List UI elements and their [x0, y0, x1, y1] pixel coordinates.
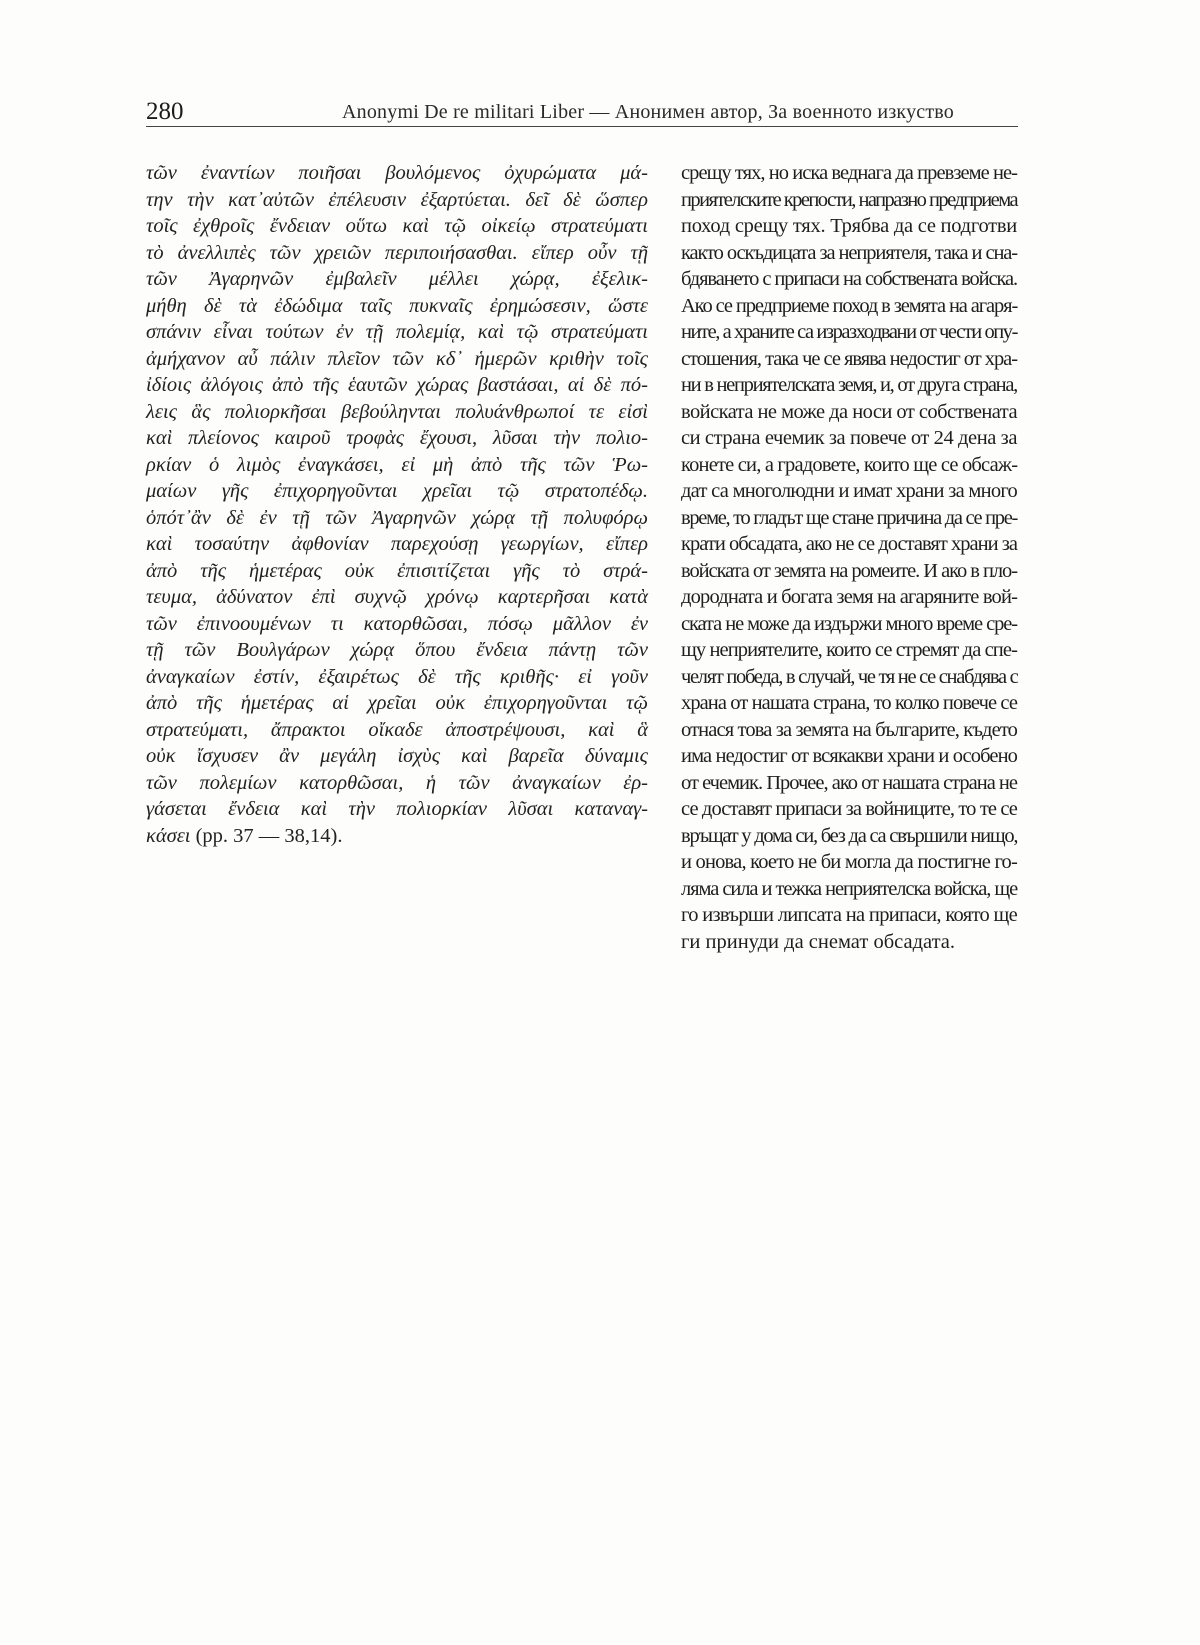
- running-head: Anonymi De re militari Liber — Анонимен автор, За военното изкуство: [342, 101, 954, 123]
- bulgarian-line: го извърши липсата на припаси, която ще: [681, 904, 1017, 926]
- greek-line: τοῖς ἐχθροῖς ἔνδειαν οὕτω καὶ τῷ οἰκείῳ στρατεύματι: [146, 215, 648, 237]
- greek-line: λεις ἃς πολιορκῆσαι βεβούληνται πολυάνθρωποί τε εἰσὶ: [146, 400, 648, 423]
- greek-line: καὶ πλείονος καιροῦ τροφὰς ἔχουσι, λῦσαι τὴν πολιο-: [146, 427, 648, 449]
- source-reference: (pp. 37 — 38,14).: [195, 824, 343, 847]
- greek-last-line-text: κάσει: [146, 824, 191, 847]
- bulgarian-line: от ечемик. Прочее, ако от нашата страна не: [681, 771, 1017, 794]
- bulgarian-line: дат са многолюдни и имат храни за много: [681, 480, 1017, 502]
- greek-line: σπάνιν εἶναι τούτων ἐν τῇ πολεμίᾳ, καὶ τῷ στρατεύματι: [146, 321, 648, 343]
- bulgarian-line: ската не може да издържи много време сре-: [681, 612, 1017, 635]
- bulgarian-line: конете си, а градовете, които ще се обсаж-: [681, 453, 1018, 476]
- greek-line: ὁπότ᾽ἂν δὲ ἐν τῇ τῶν Ἀγαρηνῶν χώρᾳ τῇ πολυφόρῳ: [146, 506, 648, 529]
- greek-line: ἀπὸ τῆς ἡμετέρας οὐκ ἐπισιτίζεται γῆς τὸ στρά-: [146, 559, 648, 582]
- bulgarian-last-line: ги принуди да снемат обсадата.: [681, 930, 956, 953]
- bulgarian-line: ните, а храните са изразходвани от чести опу-: [681, 321, 1017, 343]
- bulgarian-line: дородната и богата земя на агаряните вой-: [681, 586, 1018, 608]
- greek-line: τῶν Ἀγαρηνῶν ἐμβαλεῖν μέλλει χώρᾳ, ἐξελικ-: [146, 268, 648, 290]
- greek-text-column: [146, 160, 648, 849]
- page-number: 280: [146, 98, 184, 125]
- bulgarian-line: отнася това за земята на българите, където: [681, 718, 1017, 741]
- bulgarian-line: както оскъдицата за неприятеля, така и сна-: [681, 241, 1017, 264]
- bulgarian-line: ни в неприятелската земя, и, от друга страна,: [681, 374, 1017, 396]
- greek-last-line: [146, 823, 648, 850]
- bulgarian-line: бдяването с припаси на собствената войска.: [681, 268, 1017, 290]
- bulgarian-line: стошения, така че се явява недостиг от хра-: [681, 347, 1017, 370]
- greek-line: τῶν ἐπινοουμένων τι κατορθῶσαι, πόσῳ μᾶλλον ἐν: [146, 612, 648, 635]
- greek-line: μαίων γῆς ἐπιχορηγοῦνται χρεῖαι τῷ στρατοπέδῳ.: [146, 480, 648, 502]
- greek-line: τῇ τῶν Βουλγάρων χώρᾳ ὅπου ἔνδεια πάντῃ τῶν: [146, 639, 648, 661]
- bulgarian-line: се доставят припаси за войниците, то те се: [681, 798, 1017, 820]
- bulgarian-line: храна от нашата страна, то колко повече се: [681, 692, 1017, 714]
- greek-line: τευμα, ἀδύνατον ἐπὶ συχνῷ χρόνῳ καρτερῆσαι κατὰ: [146, 586, 648, 608]
- greek-line: τὸ ἀνελλιπὲς τῶν χρειῶν περιποιήσασθαι. εἴπερ οὖν τῇ: [146, 241, 648, 264]
- bulgarian-line: срещу тях, но иска веднага да превземе не-: [681, 162, 1017, 184]
- greek-line: την τὴν κατ᾽αὐτῶν ἐπέλευσιν ἐξαρτύεται. δεῖ δὲ ὥσπερ: [146, 188, 648, 211]
- greek-line: οὐκ ἴσχυσεν ἂν μεγάλη ἰσχὺς καὶ βαρεῖα δύναμις: [146, 745, 648, 767]
- bulgarian-line: крати обсадата, ако не се доставят храни за: [681, 533, 1018, 555]
- greek-line: γάσεται ἔνδεια καὶ τὴν πολιορκίαν λῦσαι καταναγ-: [146, 798, 648, 820]
- greek-line: στρατεύματι, ἄπρακτοι οἴκαδε ἀποστρέψουσι, καὶ ἃ: [146, 718, 648, 741]
- bulgarian-line: си страна ечемик за повече от 24 дена за: [681, 427, 1017, 449]
- greek-line: τῶν ἐναντίων ποιῆσαι βουλόμενος ὀχυρώματα μά-: [146, 162, 648, 184]
- greek-line: ρκίαν ὁ λιμὸς ἐναγκάσει, εἰ μὴ ἀπὸ τῆς τῶν Ῥω-: [146, 453, 648, 476]
- greek-line: τῶν πολεμίων κατορθῶσαι, ἡ τῶν ἀναγκαίων ἐρ-: [146, 771, 648, 794]
- bulgarian-line: има недостиг от всякакви храни и особено: [681, 745, 1017, 767]
- greek-line: ἰδίοις ἀλόγοις ἀπὸ τῆς ἑαυτῶν χώρας βαστάσαι, αἱ δὲ πό-: [146, 374, 648, 396]
- bulgarian-line: връщат у дома си, без да са свършили нищо,: [681, 824, 1018, 847]
- bulgarian-line: ляма сила и тежка неприятелска войска, ще: [681, 877, 1018, 900]
- greek-line: ἀναγκαίων ἐστίν, ἐξαιρέτως δὲ τῆς κριθῆς· εἰ γοῦν: [146, 665, 648, 688]
- bulgarian-line: войската от земята на ромеите. И ако в пло-: [681, 559, 1017, 582]
- page-header: [146, 94, 1018, 130]
- bulgarian-line: Ако се предприеме поход в земята на агаря-: [681, 294, 1018, 317]
- bulgarian-line: щу неприятелите, които се стремят да спе-: [681, 639, 1018, 661]
- bulgarian-line: приятелските крепости, напразно предприема: [681, 188, 1017, 211]
- bulgarian-line: войската не може да носи от собствената: [681, 400, 1017, 423]
- bulgarian-line: поход срещу тях. Трябва да се подготви: [681, 215, 1017, 237]
- bulgarian-translation-column: [681, 160, 1017, 955]
- bulgarian-line: време, то гладът ще стане причина да се пре-: [681, 506, 1017, 529]
- greek-line: μήθη δὲ τὰ ἐδώδιμα ταῖς πυκναῖς ἐρημώσεσιν, ὥστε: [146, 294, 648, 317]
- bulgarian-line: и онова, което не би могла да постигне го-: [681, 851, 1017, 873]
- bulgarian-line: челят победа, в случай, че тя не се снабдява с: [681, 665, 1018, 688]
- greek-line: καὶ τοσαύτην ἀφθονίαν παρεχούσῃ γεωργίων, εἴπερ: [146, 533, 648, 555]
- greek-line: ἀμήχανον αὖ πάλιν πλεῖον τῶν κδ᾽ ἡμερῶν κριθὴν τοῖς: [146, 347, 648, 370]
- greek-line: ἀπὸ τῆς ἡμετέρας αἱ χρεῖαι οὐκ ἐπιχορηγοῦνται τῷ: [146, 692, 648, 714]
- header-rule: [146, 126, 1018, 127]
